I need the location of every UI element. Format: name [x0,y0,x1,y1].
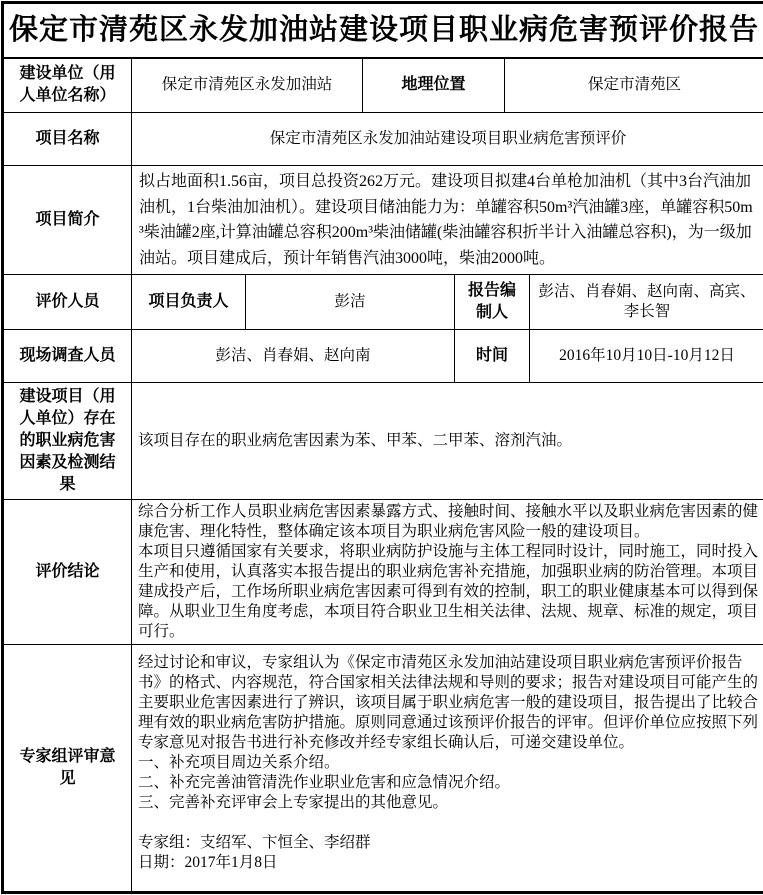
conclusion-paragraph-2: 本项目只遵循国家有关要求，将职业病防护设施与主体工程同时设计，同时施工，同时投入生产和使用，认真落实本报告提出的职业病危害补充措施，加强职业病的防治管理。本项目建成投产后，工作场所职业病危害因素可得到有效的控制，职工的职业健康基本可以得到保障。从职业卫生角度考虑，本项目符合职业卫生相关法律、法规、规章、标准的规定，项目可行。 [138,542,758,642]
project-name-value: 保定市清苑区永发加油站建设项目职业病危害预评价 [132,113,763,166]
construction-unit-value: 保定市清苑区永发加油站 [132,58,363,113]
expert-item-3: 三、完善补充评审会上专家提出的其他意见。 [138,793,758,813]
label-hazard-factors: 建设项目（用人单位）存在的职业病危害因素及检测结果 [3,383,132,500]
project-leader-value: 彭洁 [246,275,455,330]
label-survey-time: 时间 [455,330,530,383]
expert-paragraph-main: 经过讨论和审议，专家组认为《保定市清苑区永发加油站建设项目职业病危害预评价报告书》的格式、内容规范，符合国家相关法律法规和导则的要求；报告对建设项目可能产生的主要职业危害因素进行了辨识，该项目属于职业病危害一般的建设项目，报告提出了比较合理有效的职业病危害防护措施。原则同意通过该预评价报告的评审。但评价单位应按照下列专家意见对报告书进行补充修改并经专家组长确认后，可递交建设单位。 [138,653,758,753]
survey-time-value: 2016年10月10日-10月12日 [530,330,763,383]
expert-group-signature: 专家组：支绍军、卞恒全、李绍群 [138,833,758,853]
label-geographic-location: 地理位置 [363,58,505,113]
report-table [1,1,763,894]
expert-item-1: 一、补充项目周边关系介绍。 [138,753,758,773]
label-project-intro: 项目简介 [3,166,132,275]
expert-review-date: 日期：2017年1月8日 [138,853,758,873]
expert-review-opinion-value [132,645,763,893]
report-title: 保定市清苑区永发加油站建设项目职业病危害预评价报告 [3,3,763,58]
hazard-factors-value: 该项目存在的职业病危害因素为苯、甲苯、二甲苯、溶剂汽油。 [132,383,763,500]
project-intro-value: 拟占地面积1.56亩，项目总投资262万元。建设项目拟建4台单枪加油机（其中3台汽油加油机，1台柴油加油机）。建设项目储油能力为：单罐容积50m³汽油罐3座，单罐容积50m³柴油罐2座,计算油罐总容积200m³柴油储罐(柴油罐容积折半计入油罐总容积)，为一级加油站。项目建成后，预计年销售汽油3000吨，柴油2000吨。 [132,166,763,275]
evaluation-conclusion-value [132,500,763,645]
site-survey-staff-value: 彭洁、肖春娟、赵向南 [132,330,455,383]
geographic-location-value: 保定市清苑区 [505,58,763,113]
label-evaluation-staff: 评价人员 [3,275,132,330]
expert-item-2: 二、补充完善油管清洗作业职业危害和应急情况介绍。 [138,773,758,793]
label-project-name: 项目名称 [3,113,132,166]
label-evaluation-conclusion: 评价结论 [3,500,132,645]
label-construction-unit: 建设单位（用人单位名称） [3,58,132,113]
conclusion-paragraph-1: 综合分析工作人员职业病危害因素暴露方式、接触时间、接触水平以及职业病危害因素的健康危害、理化特性，整体确定该本项目为职业病危害风险一般的建设项目。 [138,502,758,542]
label-site-survey-staff: 现场调查人员 [3,330,132,383]
report-compilers-value: 彭洁、肖春娟、赵向南、高宾、李长智 [530,275,763,330]
label-report-compilers: 报告编制人 [455,275,530,330]
label-project-leader: 项目负责人 [132,275,246,330]
label-expert-review-opinion: 专家组评审意见 [3,645,132,893]
